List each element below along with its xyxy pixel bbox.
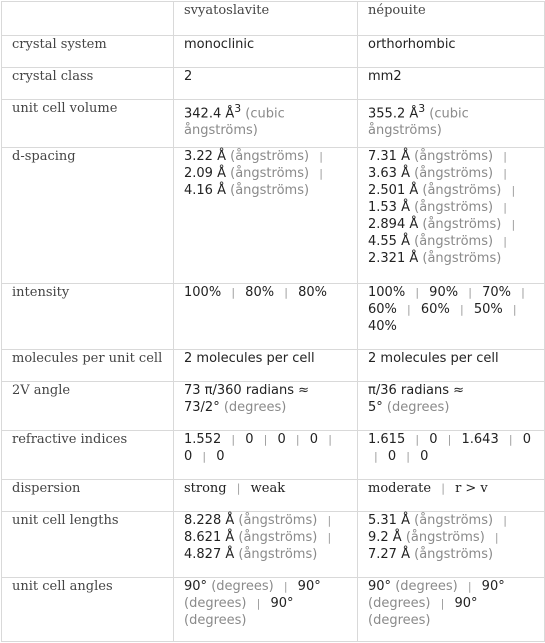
list-value: 4.16 Å (184, 183, 226, 198)
separator: | (503, 514, 507, 527)
separator: | (236, 482, 241, 495)
list-unit: (ångströms) (422, 183, 502, 198)
list-value: 40% (368, 319, 397, 334)
row-intensity (2, 284, 545, 350)
list-value: 100% (368, 285, 406, 300)
row-dispersion (2, 480, 545, 512)
refractive-nepouite (358, 431, 545, 480)
row-label: intensity (2, 284, 174, 350)
list-value: strong (184, 481, 227, 496)
degrees-value: 73/2° (184, 400, 220, 415)
list-value: 60% (368, 302, 397, 317)
separator: | (328, 433, 332, 446)
separator: | (512, 303, 517, 316)
row-2v-angle (2, 382, 545, 431)
list-item (388, 449, 396, 464)
separator: | (511, 184, 516, 197)
list-item (455, 481, 488, 496)
list-value: 0 (429, 432, 438, 447)
list-value: 70% (482, 285, 511, 300)
list-value: 60% (420, 302, 450, 317)
list-value: 0 (522, 432, 531, 447)
separator: | (415, 286, 420, 299)
separator: | (447, 433, 452, 446)
list-value: 9.2 Å (368, 530, 402, 545)
list-value: 3.63 Å (368, 166, 410, 181)
list-value: 7.27 Å (368, 547, 410, 562)
separator: | (319, 150, 323, 163)
list-item (216, 449, 224, 464)
separator: | (503, 150, 507, 163)
separator: | (511, 218, 516, 231)
list-item (184, 530, 317, 545)
list-unit: (ångströms) (414, 149, 494, 164)
list-unit: (ångströms) (414, 234, 494, 249)
radians-value: π/36 radians ≈ (368, 383, 465, 398)
list-value: 90° (454, 596, 478, 611)
row-unit-cell-lengths (2, 512, 545, 578)
separator: | (263, 433, 268, 446)
list-value: 1.552 (184, 432, 222, 447)
separator: | (468, 286, 472, 299)
molecules-nepouite: 2 molecules per cell (358, 350, 545, 382)
list-value: 5.31 Å (368, 513, 410, 528)
list-item (184, 513, 317, 528)
cell-angles-nepouite (358, 578, 545, 642)
row-label: refractive indices (2, 431, 174, 480)
crystal-system-nepouite: orthorhombic (358, 36, 545, 68)
list-item (184, 149, 309, 164)
list-unit: (ångströms) (230, 183, 310, 198)
list-unit: (degrees) (368, 613, 431, 628)
volume-value: 342.4 Å (184, 106, 235, 122)
list-item (184, 481, 227, 496)
list-value: 2.09 Å (184, 166, 226, 181)
list-unit: (ångströms) (422, 217, 502, 232)
list-item (462, 432, 499, 447)
list-value: 0 (277, 432, 286, 447)
row-label: unit cell volume (2, 100, 174, 148)
list-unit: (ångströms) (238, 547, 318, 562)
list-item (245, 285, 274, 300)
volume-exponent: 3 (418, 102, 426, 115)
separator: | (283, 580, 288, 593)
row-label: unit cell angles (2, 578, 174, 642)
list-item (482, 285, 511, 300)
separator: | (327, 514, 332, 527)
list-item (368, 432, 405, 447)
separator: | (406, 450, 410, 463)
cell-angles-svyatoslavite (174, 578, 358, 642)
separator: | (415, 433, 420, 446)
list-item (368, 530, 485, 545)
list-value: 90° (368, 579, 392, 594)
list-item (298, 285, 327, 300)
list-value: 1.643 (461, 432, 499, 447)
list-value: 8.621 Å (184, 530, 235, 545)
separator: | (327, 531, 332, 544)
separator: | (503, 201, 507, 214)
separator: | (284, 286, 288, 299)
separator: | (467, 580, 472, 593)
separator: | (459, 303, 464, 316)
volume-value: 355.2 Å (368, 106, 419, 122)
row-label: 2V angle (2, 382, 174, 431)
list-unit: (degrees) (184, 596, 247, 611)
list-item (523, 432, 531, 447)
degrees-unit: (degrees) (386, 400, 450, 415)
list-unit: (ångströms) (230, 166, 310, 181)
separator: | (231, 433, 236, 446)
list-item (368, 251, 501, 266)
cell-lengths-nepouite (358, 512, 545, 578)
list-item (368, 579, 458, 594)
list-unit: (ångströms) (414, 200, 494, 215)
list-value: 90° (270, 596, 294, 611)
row-label: crystal system (2, 36, 174, 68)
list-value: 90% (429, 285, 459, 300)
list-item (310, 432, 318, 447)
list-unit: (ångströms) (422, 251, 502, 266)
list-value: 3.22 Å (184, 149, 226, 164)
list-unit: (degrees) (368, 596, 431, 611)
cell-lengths-svyatoslavite (174, 512, 358, 578)
list-value: 0 (420, 449, 429, 464)
list-unit: (degrees) (395, 579, 458, 594)
row-unit-cell-volume (2, 100, 545, 148)
row-label: d-spacing (2, 148, 174, 284)
column-header-svyatoslavite: svyatoslavite (174, 2, 358, 36)
list-item (368, 234, 493, 249)
separator: | (440, 597, 445, 610)
list-value: r > v (455, 481, 488, 496)
unit-cell-volume-svyatoslavite (174, 100, 358, 148)
separator: | (494, 531, 499, 544)
list-item (184, 579, 274, 594)
row-d-spacing (2, 148, 545, 284)
list-item (368, 481, 431, 496)
row-label: crystal class (2, 68, 174, 100)
list-item (184, 166, 309, 181)
separator: | (503, 235, 507, 248)
list-item (429, 285, 458, 300)
list-value: 1.615 (368, 432, 406, 447)
list-unit: (degrees) (211, 579, 274, 594)
list-value: 2.894 Å (368, 217, 419, 232)
list-item (368, 183, 501, 198)
dispersion-nepouite (358, 480, 545, 512)
list-value: 0 (216, 449, 225, 464)
list-item (421, 302, 450, 317)
list-item (368, 547, 493, 562)
list-item (245, 432, 253, 447)
list-value: 100% (184, 285, 222, 300)
intensity-nepouite (358, 284, 545, 350)
dispersion-svyatoslavite (174, 480, 358, 512)
list-item (368, 166, 493, 181)
list-unit: (ångströms) (405, 530, 485, 545)
separator: | (374, 450, 378, 463)
list-value: 8.228 Å (184, 513, 235, 528)
list-item (278, 432, 286, 447)
volume-unit: (cubic ångströms) (368, 106, 469, 139)
column-header-nepouite: népouite (358, 2, 545, 36)
list-item (368, 285, 405, 300)
row-molecules-per-cell (2, 350, 545, 382)
list-value: 80% (245, 285, 275, 300)
list-item (420, 449, 428, 464)
list-unit: (ångströms) (414, 547, 494, 562)
header-row (2, 2, 545, 36)
d-spacing-svyatoslavite (174, 148, 358, 284)
list-value: 0 (387, 449, 397, 464)
row-crystal-class (2, 68, 545, 100)
list-item (184, 449, 192, 464)
header-empty-cell (2, 2, 174, 36)
list-value: 4.55 Å (368, 234, 410, 249)
row-crystal-system (2, 36, 545, 68)
refractive-svyatoslavite (174, 431, 358, 480)
list-value: 2.321 Å (368, 251, 419, 266)
list-value: 4.827 Å (184, 547, 235, 562)
list-item (368, 200, 493, 215)
list-unit: (ångströms) (414, 513, 494, 528)
separator: | (231, 286, 236, 299)
volume-exponent: 3 (234, 102, 242, 115)
row-unit-cell-angles (2, 578, 545, 642)
list-value: 0 (245, 432, 254, 447)
separator: | (202, 450, 207, 463)
volume-unit: (cubic ångströms) (184, 106, 285, 139)
separator: | (256, 597, 261, 610)
separator: | (407, 303, 411, 316)
unit-cell-volume-nepouite (358, 100, 545, 148)
list-value: 1.53 Å (368, 200, 410, 215)
list-value: 2.501 Å (368, 183, 419, 198)
list-item (368, 319, 397, 334)
2v-angle-nepouite (358, 382, 545, 431)
list-value: moderate (368, 481, 432, 496)
list-value: 7.31 Å (368, 149, 410, 164)
list-value: weak (250, 481, 286, 496)
mineral-comparison-table (1, 1, 545, 642)
list-unit: (ångströms) (238, 530, 318, 545)
crystal-class-nepouite: mm2 (358, 68, 545, 100)
list-item (184, 547, 317, 562)
list-unit: (degrees) (184, 613, 247, 628)
separator: | (521, 286, 525, 299)
crystal-class-svyatoslavite: 2 (174, 68, 358, 100)
list-value: 80% (298, 285, 327, 300)
list-item (368, 513, 493, 528)
row-label: dispersion (2, 480, 174, 512)
list-item (368, 302, 397, 317)
separator: | (441, 482, 445, 495)
separator: | (503, 167, 507, 180)
list-item (251, 481, 285, 496)
list-item (474, 302, 503, 317)
list-value: 90° (297, 579, 321, 594)
intensity-svyatoslavite (174, 284, 358, 350)
degrees-unit: (degrees) (223, 400, 287, 415)
list-item (368, 149, 493, 164)
degrees-value: 5° (368, 400, 383, 415)
list-item (368, 217, 501, 232)
separator: | (295, 433, 300, 446)
crystal-system-svyatoslavite: monoclinic (174, 36, 358, 68)
separator: | (319, 167, 323, 180)
list-value: 0 (309, 432, 319, 447)
d-spacing-nepouite (358, 148, 545, 284)
row-refractive-indices (2, 431, 545, 480)
list-item (184, 285, 221, 300)
list-unit: (ångströms) (414, 166, 494, 181)
molecules-svyatoslavite: 2 molecules per cell (174, 350, 358, 382)
list-item (429, 432, 437, 447)
list-value: 0 (184, 449, 193, 464)
list-value: 90° (184, 579, 208, 594)
separator: | (508, 433, 513, 446)
2v-angle-svyatoslavite (174, 382, 358, 431)
list-value: 90° (481, 579, 505, 594)
list-unit: (ångströms) (230, 149, 310, 164)
list-value: 50% (473, 302, 503, 317)
list-item (184, 183, 309, 198)
row-label: molecules per unit cell (2, 350, 174, 382)
list-item (184, 432, 221, 447)
radians-value: 73 π/360 radians ≈ (184, 383, 310, 398)
list-unit: (ångströms) (238, 513, 318, 528)
row-label: unit cell lengths (2, 512, 174, 578)
